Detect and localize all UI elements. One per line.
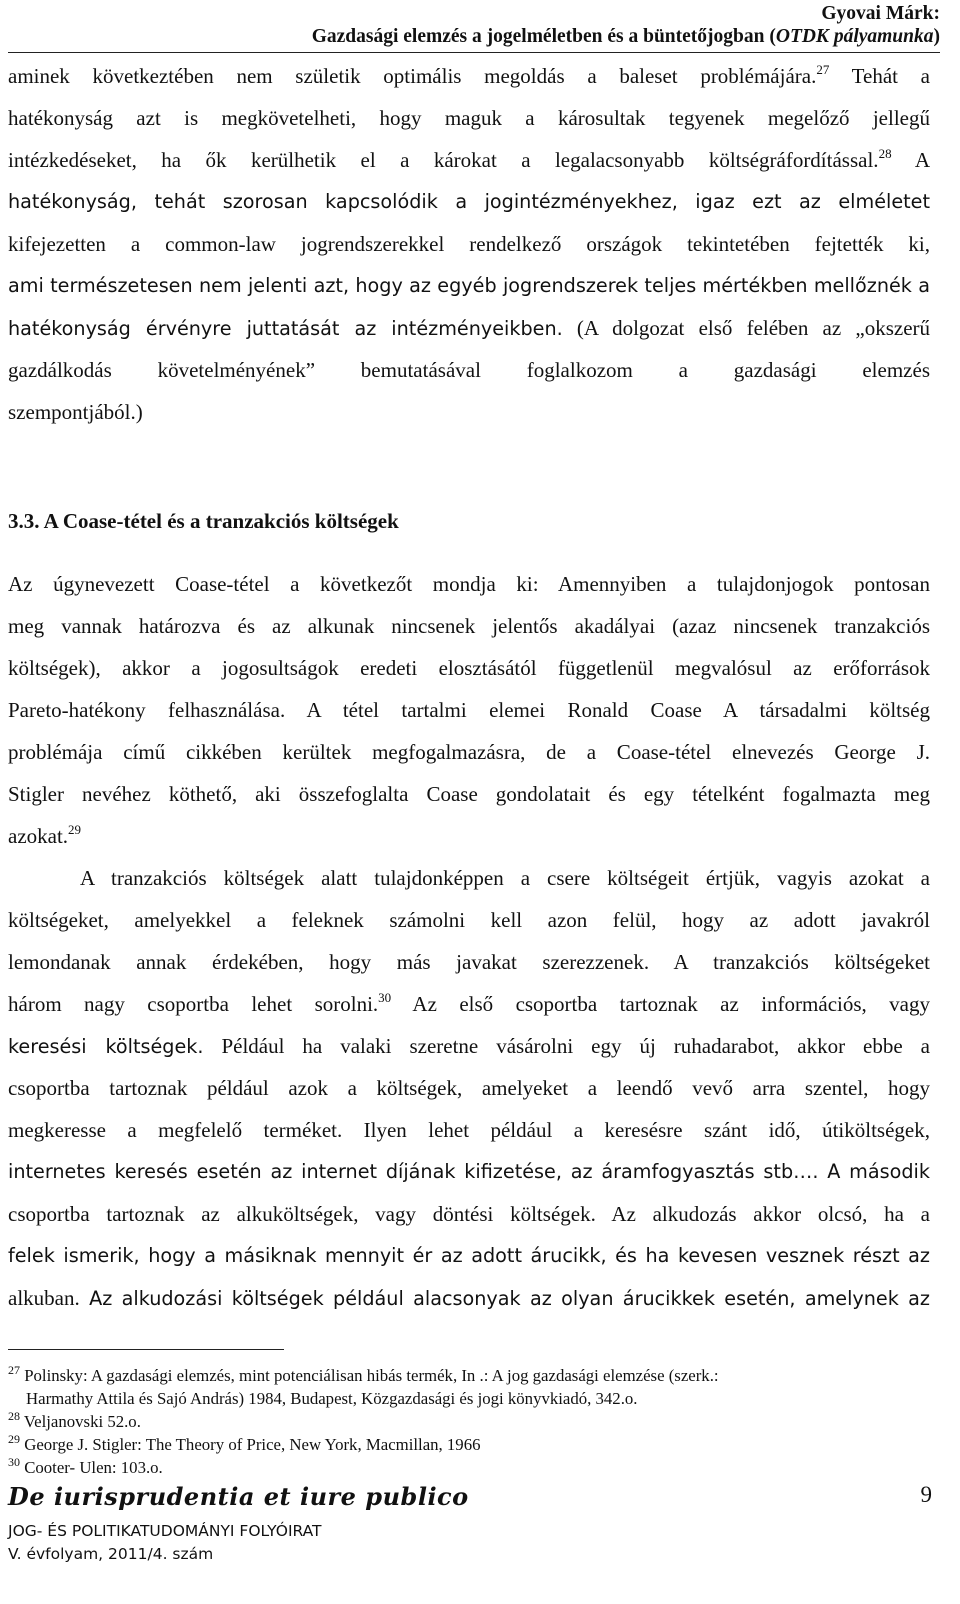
text-line: három nagy csoportba lehet sorolni.$^{30}$ Az első csoportba tartoznak az információs, vagy [8,990,931,1016]
journal-issue: V. évfolyam, 2011/4. szám [8,1545,214,1563]
header-title: Gazdasági elemzés a jogelméletben és a büntetőjogban (OTDK pályamunka) [311,26,940,47]
text-line: Stigler nevéhez köthető, aki összefoglalta Coase gondolatait és egy tételként fogalmazta meg [8,782,930,806]
journal-logo: De iurisprudentia et iure publico [8,1482,469,1511]
footnote-ref-28[interactable]: 28 [878,146,892,161]
footnote-divider [8,1349,284,1350]
text-line: Pareto-hatékony felhasználása. A tétel tartalmi elemei Ronald Coase A társadalmi költség [8,698,930,722]
footnote-29: $^{29}$ George J. Stigler: The Theory of Price, New York, Macmillan, 1966 [8,1432,481,1454]
footnote-28: $^{28}$ Veljanovski 52.o. [8,1409,141,1431]
text-line: internetes keresés esetén az internet díjának kifizetése, az áramfogyasztás stb…. A második [8,1160,930,1183]
text-line: ami természetesen nem jelenti azt, hogy az egyéb jogrendszerek teljes mértékben mellőznék a [8,274,930,297]
footnote-ref-29[interactable]: 29 [68,822,82,837]
header-divider [8,52,940,53]
text-line: problémája című cikkében kerültek megfogalmazásra, de a Coase-tétel elnevezés George J. [8,740,930,764]
text-line: megkeresse a megfelelő terméket. Ilyen lehet például a keresésre szánt idő, útiköltségek, [8,1118,930,1142]
text-line: aminek következtében nem születik optimális megoldás a baleset problémájára.$^{27}$ Tehát a [8,62,930,88]
footnote-ref-30[interactable]: 30 [378,990,392,1005]
text-line: Az úgynevezett Coase-tétel a következőt mondja ki: Amennyiben a tulajdonjogok pontosan [8,572,930,596]
page-number: 9 [920,1482,932,1507]
footnote-27: $^{27}$ Polinsky: A gazdasági elemzés, mint potenciálisan hibás termék, In .: A jog gazdasági elemzése (szerk.: [8,1363,719,1385]
text-line: hatékonyság azt is megkövetelheti, hogy maguk a károsultak tegyenek megelőző jellegű [8,106,930,130]
text-line: kifejezetten a common-law jogrendszerekkel rendelkező országok tekintetében fejtették ki, [8,232,930,256]
text-line: felek ismerik, hogy a másiknak mennyit ér az adott árucikk, és ha kevesen vesznek részt az [8,1244,930,1267]
text-line: intézkedéseket, ha ők kerülhetik el a károkat a legalacsonyabb költségráfordítással.$^{28}$ A [8,146,930,172]
text-line: költségek), akkor a jogosultságok eredeti elosztásától függetlenül megvalósul az erőforrások [8,656,930,680]
text-line: alkuban. Az alkudozási költségek például alacsonyak az olyan árucikkek esetén, amelynek az [8,1286,930,1310]
section-heading: 3.3. A Coase-tétel és a tranzakciós költségek [8,509,399,533]
text-line: keresési költségek. Például ha valaki szeretne vásárolni egy új ruhadarabot, akkor ebbe a [8,1034,930,1058]
text-line: csoportba tartoznak például azok a költségek, amelyeket a leendő vevő arra szentel, hogy [8,1076,930,1100]
journal-subtitle: JOG- ÉS POLITIKATUDOMÁNYI FOLYÓIRAT [8,1522,322,1540]
text-line: gazdálkodás követelményének” bemutatásával foglalkozom a gazdasági elemzés [8,358,930,382]
footnote-ref-27[interactable]: 27 [816,62,830,77]
text-line: hatékonyság érvényre juttatását az intézményeikben. (A dolgozat első felében az „okszerű [8,316,931,340]
text-line: csoportba tartoznak az alkuköltségek, vagy döntési költségek. Az alkudozás akkor olcsó, ha a [8,1202,930,1226]
text-line: lemondanak annak érdekében, hogy más javakat szerezzenek. A tranzakciós költségeket [8,950,930,974]
text-line: meg vannak határozva és az alkunak nincsenek jelentős akadályai (azaz nincsenek tranzakciós [8,614,930,638]
footnote-30: $^{30}$ Cooter- Ulen: 103.o. [8,1455,163,1477]
text-line: szempontjából.) [8,400,143,424]
footnote-27-continued: Harmathy Attila és Sajó András) 1984, Budapest, Közgazdasági és jogi könyvkiadó, 342.o. [26,1389,638,1408]
text-line: A tranzakciós költségek alatt tulajdonképpen a csere költségeit értjük, vagyis azokat a [80,866,930,890]
text-line: hatékonyság, tehát szorosan kapcsolódik a jogintézményekhez, igaz ezt az elméletet [8,190,930,213]
text-line: költségeket, amelyekkel a feleknek számolni kell azon felül, hogy az adott javakról [8,908,930,932]
header-author: Gyovai Márk: [821,3,940,24]
text-line: azokat.$^{29}$ [8,822,82,848]
